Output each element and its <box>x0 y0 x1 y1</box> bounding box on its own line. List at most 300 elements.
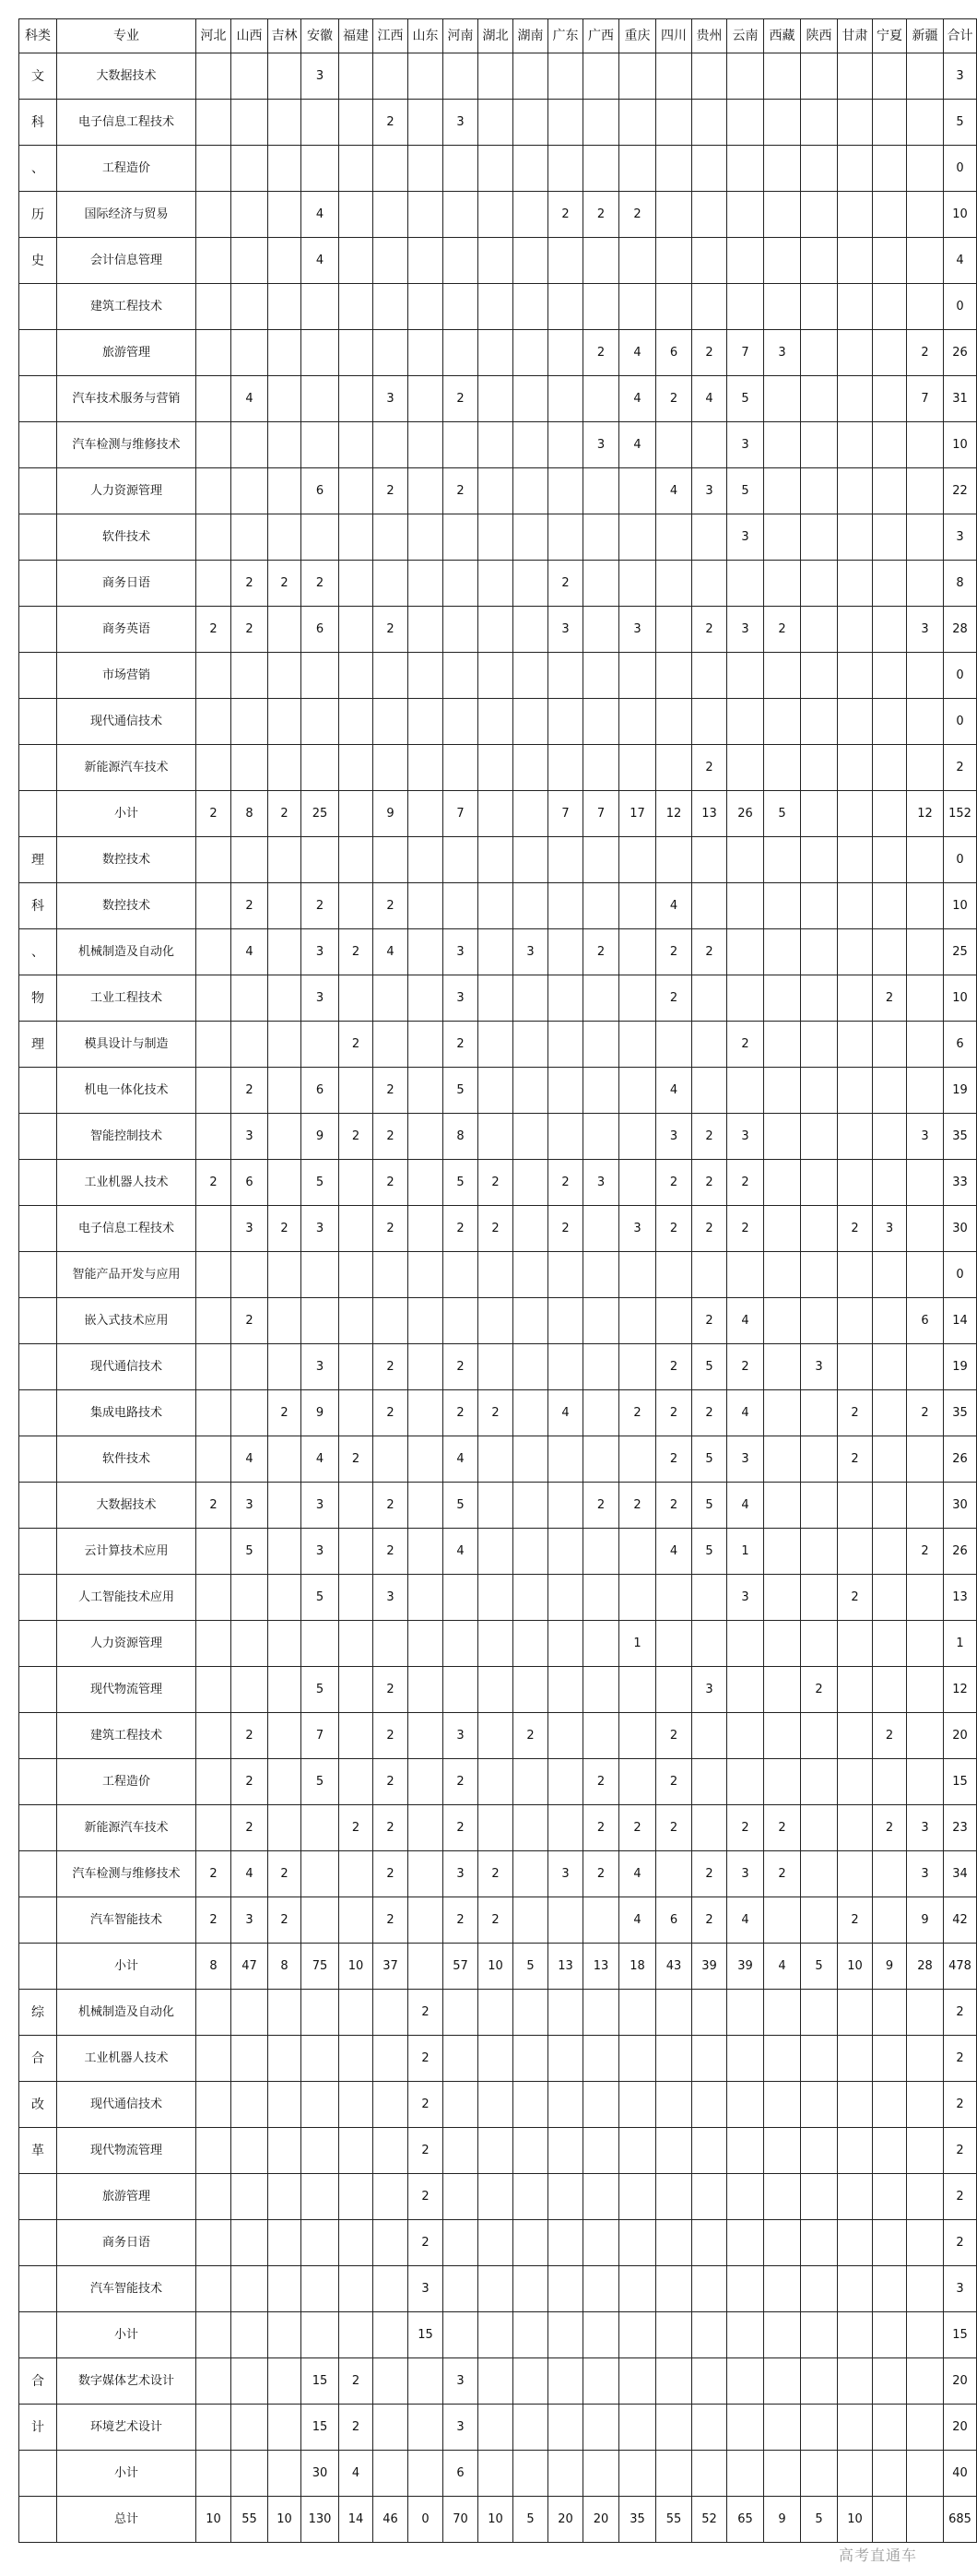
major-cell: 现代通信技术 <box>57 699 196 745</box>
value-cell: 14 <box>339 2497 373 2543</box>
table-row <box>19 2266 977 2312</box>
value-cell: 2 <box>231 883 268 929</box>
value-cell <box>838 422 873 468</box>
value-cell <box>583 1206 619 1252</box>
value-cell <box>231 100 268 146</box>
category-cell <box>19 1436 57 1483</box>
major-cell: 现代通信技术 <box>57 2082 196 2128</box>
value-cell <box>231 468 268 514</box>
table-row <box>19 1944 977 1990</box>
value-cell <box>656 561 692 607</box>
value-cell: 7 <box>548 791 583 837</box>
value-cell: 7 <box>443 791 478 837</box>
value-cell <box>196 2220 231 2266</box>
value-cell <box>513 422 548 468</box>
table-row <box>19 837 977 883</box>
value-cell <box>268 1114 301 1160</box>
value-cell <box>838 745 873 791</box>
value-cell <box>548 2405 583 2451</box>
value-cell <box>801 284 838 330</box>
value-cell: 2 <box>339 1436 373 1483</box>
value-cell <box>513 53 548 100</box>
value-cell <box>301 2082 339 2128</box>
table-row <box>19 1805 977 1851</box>
value-cell <box>373 2082 408 2128</box>
value-cell <box>548 1805 583 1851</box>
value-cell <box>907 2128 944 2174</box>
value-cell <box>478 1667 513 1713</box>
value-cell <box>268 607 301 653</box>
value-cell <box>727 929 764 975</box>
major-cell: 新能源汽车技术 <box>57 745 196 791</box>
value-cell <box>692 1990 727 2036</box>
value-cell <box>838 514 873 561</box>
total-cell: 2 <box>944 745 977 791</box>
value-cell <box>548 1114 583 1160</box>
value-cell <box>838 284 873 330</box>
value-cell <box>801 929 838 975</box>
value-cell: 2 <box>656 1436 692 1483</box>
value-cell <box>301 1252 339 1298</box>
value-cell <box>231 2405 268 2451</box>
value-cell <box>801 2220 838 2266</box>
value-cell <box>838 791 873 837</box>
value-cell <box>801 561 838 607</box>
total-cell: 14 <box>944 1298 977 1344</box>
value-cell <box>801 1436 838 1483</box>
total-cell: 20 <box>944 1713 977 1759</box>
value-cell <box>513 1114 548 1160</box>
value-cell: 2 <box>801 1667 838 1713</box>
value-cell <box>478 284 513 330</box>
value-cell <box>656 1621 692 1667</box>
value-cell: 3 <box>231 1206 268 1252</box>
value-cell <box>548 2358 583 2405</box>
value-cell: 2 <box>268 1206 301 1252</box>
category-cell <box>19 330 57 376</box>
header-cell: 新疆 <box>907 19 944 53</box>
value-cell: 2 <box>268 1390 301 1436</box>
value-cell <box>196 192 231 238</box>
value-cell <box>478 100 513 146</box>
value-cell <box>196 100 231 146</box>
value-cell: 4 <box>619 422 656 468</box>
value-cell <box>692 975 727 1022</box>
value-cell: 3 <box>231 1483 268 1529</box>
category-cell <box>19 653 57 699</box>
major-cell: 人力资源管理 <box>57 1621 196 1667</box>
value-cell <box>583 561 619 607</box>
value-cell <box>727 837 764 883</box>
value-cell: 20 <box>548 2497 583 2543</box>
value-cell <box>443 2312 478 2358</box>
value-cell <box>619 2405 656 2451</box>
value-cell <box>838 1667 873 1713</box>
value-cell: 3 <box>231 1897 268 1944</box>
value-cell <box>801 1206 838 1252</box>
value-cell <box>907 1759 944 1805</box>
value-cell <box>656 2082 692 2128</box>
value-cell <box>727 745 764 791</box>
value-cell: 4 <box>231 376 268 422</box>
value-cell <box>196 1621 231 1667</box>
value-cell <box>764 1114 801 1160</box>
value-cell: 2 <box>656 376 692 422</box>
value-cell <box>268 2220 301 2266</box>
value-cell <box>231 1390 268 1436</box>
value-cell <box>231 192 268 238</box>
value-cell <box>196 883 231 929</box>
value-cell: 4 <box>231 929 268 975</box>
value-cell: 3 <box>373 1575 408 1621</box>
value-cell <box>764 2451 801 2497</box>
value-cell <box>268 1068 301 1114</box>
value-cell: 2 <box>513 1713 548 1759</box>
major-cell: 智能产品开发与应用 <box>57 1252 196 1298</box>
value-cell <box>339 422 373 468</box>
value-cell <box>231 2358 268 2405</box>
table-row <box>19 1390 977 1436</box>
value-cell <box>478 791 513 837</box>
value-cell: 5 <box>727 468 764 514</box>
table-row <box>19 1759 977 1805</box>
value-cell: 4 <box>301 1436 339 1483</box>
value-cell <box>478 1298 513 1344</box>
value-cell <box>801 376 838 422</box>
value-cell <box>408 376 443 422</box>
value-cell: 4 <box>764 1944 801 1990</box>
value-cell: 35 <box>619 2497 656 2543</box>
header-cell: 福建 <box>339 19 373 53</box>
value-cell <box>692 514 727 561</box>
total-cell: 40 <box>944 2451 977 2497</box>
value-cell <box>873 2082 907 2128</box>
value-cell: 2 <box>339 1022 373 1068</box>
value-cell: 9 <box>373 791 408 837</box>
major-cell: 工程造价 <box>57 146 196 192</box>
value-cell <box>656 837 692 883</box>
major-cell: 嵌入式技术应用 <box>57 1298 196 1344</box>
value-cell: 5 <box>513 1944 548 1990</box>
total-cell: 685 <box>944 2497 977 2543</box>
value-cell <box>764 1068 801 1114</box>
value-cell <box>873 2358 907 2405</box>
value-cell <box>727 975 764 1022</box>
value-cell <box>764 975 801 1022</box>
value-cell: 1 <box>727 1529 764 1575</box>
header-cell: 云南 <box>727 19 764 53</box>
value-cell <box>231 2128 268 2174</box>
value-cell: 3 <box>443 2405 478 2451</box>
value-cell <box>801 1068 838 1114</box>
value-cell <box>513 1160 548 1206</box>
value-cell <box>268 1344 301 1390</box>
value-cell <box>339 100 373 146</box>
value-cell: 4 <box>619 1851 656 1897</box>
category-cell: 计 <box>19 2405 57 2451</box>
value-cell <box>548 1252 583 1298</box>
value-cell <box>513 376 548 422</box>
value-cell <box>268 2358 301 2405</box>
value-cell <box>408 699 443 745</box>
value-cell <box>478 699 513 745</box>
value-cell: 10 <box>838 1944 873 1990</box>
value-cell <box>656 699 692 745</box>
value-cell <box>583 2082 619 2128</box>
value-cell <box>583 1390 619 1436</box>
value-cell <box>339 238 373 284</box>
value-cell <box>408 2358 443 2405</box>
value-cell <box>548 1713 583 1759</box>
category-cell <box>19 1344 57 1390</box>
value-cell <box>583 376 619 422</box>
value-cell <box>408 514 443 561</box>
value-cell <box>443 53 478 100</box>
value-cell <box>408 837 443 883</box>
value-cell <box>838 1298 873 1344</box>
value-cell <box>268 1483 301 1529</box>
value-cell <box>478 837 513 883</box>
value-cell <box>408 1897 443 1944</box>
header-cell: 湖北 <box>478 19 513 53</box>
value-cell: 2 <box>838 1206 873 1252</box>
value-cell <box>583 699 619 745</box>
total-cell: 478 <box>944 1944 977 1990</box>
value-cell <box>548 2266 583 2312</box>
value-cell <box>443 1575 478 1621</box>
value-cell <box>764 1436 801 1483</box>
value-cell: 0 <box>408 2497 443 2543</box>
value-cell <box>619 975 656 1022</box>
value-cell <box>339 1483 373 1529</box>
value-cell <box>443 837 478 883</box>
value-cell <box>443 192 478 238</box>
category-cell: 理 <box>19 1022 57 1068</box>
table-row <box>19 1990 977 2036</box>
value-cell <box>408 330 443 376</box>
category-cell <box>19 1667 57 1713</box>
value-cell: 2 <box>838 1390 873 1436</box>
value-cell <box>619 53 656 100</box>
value-cell <box>196 2312 231 2358</box>
value-cell <box>656 2128 692 2174</box>
category-cell: 科 <box>19 883 57 929</box>
value-cell <box>408 1759 443 1805</box>
total-cell: 19 <box>944 1344 977 1390</box>
value-cell <box>231 2174 268 2220</box>
total-cell: 0 <box>944 653 977 699</box>
category-cell <box>19 745 57 791</box>
value-cell <box>548 1298 583 1344</box>
value-cell <box>408 883 443 929</box>
value-cell <box>478 561 513 607</box>
value-cell <box>443 883 478 929</box>
value-cell <box>339 376 373 422</box>
major-cell: 数字媒体艺术设计 <box>57 2358 196 2405</box>
value-cell <box>764 2220 801 2266</box>
value-cell <box>231 422 268 468</box>
table-row <box>19 2358 977 2405</box>
value-cell <box>838 2358 873 2405</box>
value-cell <box>268 929 301 975</box>
total-cell: 0 <box>944 284 977 330</box>
value-cell <box>656 422 692 468</box>
value-cell <box>548 1344 583 1390</box>
total-cell: 15 <box>944 2312 977 2358</box>
value-cell <box>513 1022 548 1068</box>
value-cell <box>478 2451 513 2497</box>
value-cell: 4 <box>373 929 408 975</box>
value-cell <box>268 1529 301 1575</box>
value-cell <box>838 2220 873 2266</box>
value-cell <box>268 2312 301 2358</box>
value-cell <box>373 53 408 100</box>
total-cell: 26 <box>944 1529 977 1575</box>
value-cell <box>656 1851 692 1897</box>
value-cell <box>268 2266 301 2312</box>
value-cell <box>373 146 408 192</box>
value-cell <box>443 330 478 376</box>
value-cell: 15 <box>301 2358 339 2405</box>
header-cell: 四川 <box>656 19 692 53</box>
value-cell <box>478 376 513 422</box>
value-cell <box>196 1344 231 1390</box>
value-cell <box>727 2451 764 2497</box>
value-cell <box>801 1575 838 1621</box>
value-cell <box>268 422 301 468</box>
value-cell: 4 <box>339 2451 373 2497</box>
value-cell: 2 <box>373 1160 408 1206</box>
total-cell: 35 <box>944 1114 977 1160</box>
value-cell <box>583 607 619 653</box>
value-cell <box>692 2174 727 2220</box>
value-cell <box>907 837 944 883</box>
value-cell: 2 <box>656 1759 692 1805</box>
value-cell: 4 <box>656 468 692 514</box>
value-cell: 2 <box>443 376 478 422</box>
table-row <box>19 607 977 653</box>
value-cell: 2 <box>268 791 301 837</box>
value-cell <box>619 1252 656 1298</box>
value-cell <box>196 1990 231 2036</box>
value-cell: 25 <box>301 791 339 837</box>
table-row <box>19 1344 977 1390</box>
value-cell <box>764 1390 801 1436</box>
header-cell: 宁夏 <box>873 19 907 53</box>
value-cell <box>619 699 656 745</box>
value-cell <box>231 699 268 745</box>
value-cell <box>301 2266 339 2312</box>
value-cell <box>196 2174 231 2220</box>
value-cell <box>548 2312 583 2358</box>
value-cell <box>764 100 801 146</box>
value-cell <box>478 53 513 100</box>
value-cell: 2 <box>443 1897 478 1944</box>
value-cell <box>373 975 408 1022</box>
table-row <box>19 1483 977 1529</box>
value-cell <box>873 2128 907 2174</box>
header-cell: 安徽 <box>301 19 339 53</box>
value-cell: 6 <box>656 1897 692 1944</box>
value-cell: 75 <box>301 1944 339 1990</box>
category-cell <box>19 2174 57 2220</box>
value-cell: 2 <box>692 1206 727 1252</box>
value-cell <box>801 1114 838 1160</box>
value-cell <box>583 2220 619 2266</box>
value-cell <box>268 1621 301 1667</box>
value-cell <box>838 376 873 422</box>
value-cell <box>268 2036 301 2082</box>
value-cell <box>656 1990 692 2036</box>
value-cell: 4 <box>727 1483 764 1529</box>
value-cell <box>339 745 373 791</box>
category-cell <box>19 1206 57 1252</box>
value-cell: 3 <box>408 2266 443 2312</box>
value-cell <box>801 883 838 929</box>
value-cell <box>873 1759 907 1805</box>
value-cell <box>478 975 513 1022</box>
value-cell <box>656 2266 692 2312</box>
value-cell <box>873 2266 907 2312</box>
value-cell <box>838 146 873 192</box>
category-cell <box>19 607 57 653</box>
value-cell <box>231 1252 268 1298</box>
value-cell <box>513 284 548 330</box>
total-cell: 25 <box>944 929 977 975</box>
value-cell <box>727 699 764 745</box>
value-cell: 12 <box>656 791 692 837</box>
value-cell <box>339 1897 373 1944</box>
total-cell: 2 <box>944 2174 977 2220</box>
value-cell <box>727 238 764 284</box>
value-cell <box>196 284 231 330</box>
table-row <box>19 1897 977 1944</box>
value-cell <box>873 2312 907 2358</box>
value-cell <box>231 1022 268 1068</box>
value-cell: 39 <box>692 1944 727 1990</box>
value-cell: 2 <box>196 1483 231 1529</box>
value-cell <box>801 1990 838 2036</box>
value-cell <box>873 53 907 100</box>
table-row <box>19 1575 977 1621</box>
value-cell <box>408 1621 443 1667</box>
value-cell: 5 <box>801 2497 838 2543</box>
value-cell: 4 <box>231 1851 268 1897</box>
value-cell <box>478 607 513 653</box>
value-cell <box>196 699 231 745</box>
value-cell <box>838 607 873 653</box>
value-cell <box>907 1990 944 2036</box>
value-cell <box>443 1990 478 2036</box>
table-row <box>19 2174 977 2220</box>
value-cell <box>478 883 513 929</box>
value-cell <box>231 653 268 699</box>
value-cell <box>373 330 408 376</box>
value-cell <box>838 1759 873 1805</box>
value-cell <box>339 1990 373 2036</box>
value-cell <box>764 1483 801 1529</box>
major-cell: 小计 <box>57 2451 196 2497</box>
value-cell <box>268 468 301 514</box>
value-cell: 2 <box>907 1529 944 1575</box>
value-cell: 5 <box>692 1483 727 1529</box>
value-cell <box>907 1068 944 1114</box>
value-cell <box>838 1483 873 1529</box>
value-cell <box>583 238 619 284</box>
value-cell <box>443 2174 478 2220</box>
value-cell <box>443 238 478 284</box>
value-cell <box>907 2174 944 2220</box>
